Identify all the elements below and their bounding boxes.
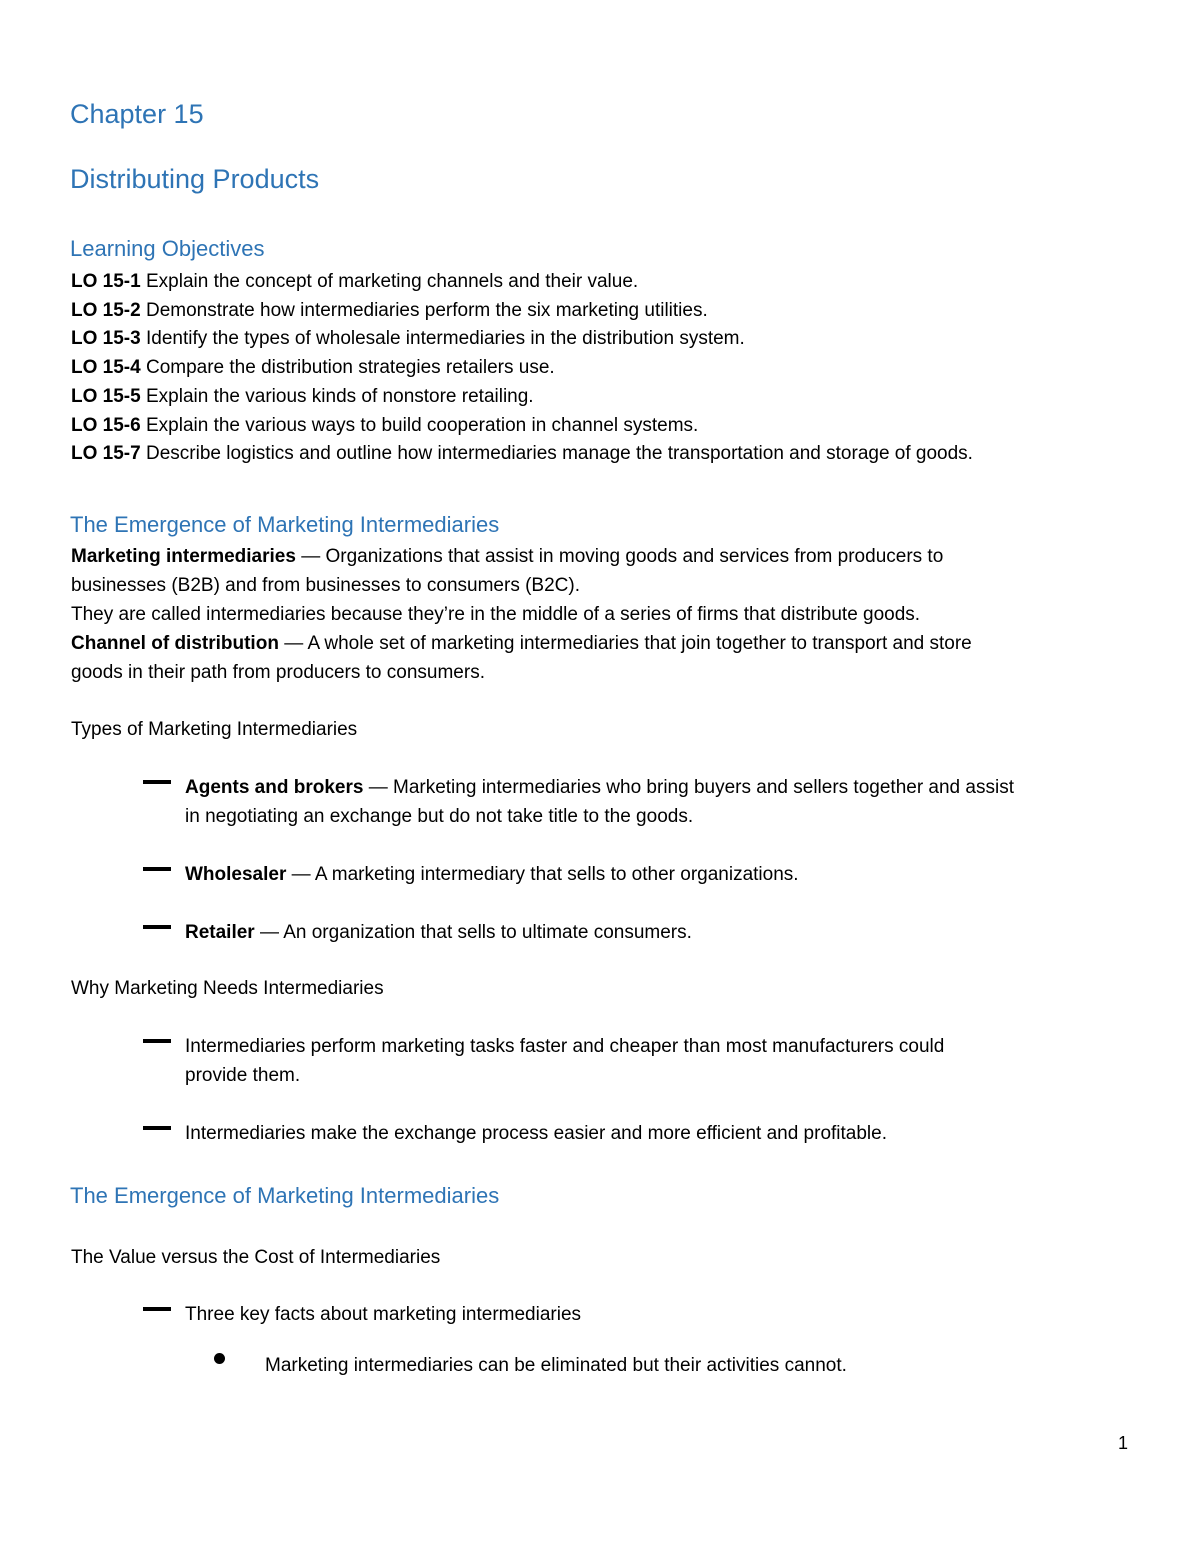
definition-continuation: goods in their path from producers to consumers.: [71, 662, 485, 683]
bullet-dot-icon: [214, 1353, 225, 1364]
dash-bullet-icon: [143, 1126, 171, 1130]
list-item: Intermediaries make the exchange process easier and more efficient and profitable.: [185, 1123, 887, 1144]
dash-bullet-icon: [143, 925, 171, 929]
dash-bullet-icon: [143, 1307, 171, 1311]
lo-text: Compare the distribution strategies retailers use.: [140, 357, 555, 379]
list-item-text: — An organization that sells to ultimate consumers.: [254, 922, 692, 943]
lo-text: Identify the types of wholesale intermediaries in the distribution system.: [140, 328, 745, 350]
chapter-title: Chapter 15: [70, 99, 204, 129]
why-heading: Why Marketing Needs Intermediaries: [71, 978, 384, 999]
lo-text: Explain the various ways to build cooperation in channel systems.: [140, 414, 699, 436]
section-heading-emergence: The Emergence of Marketing Intermediaries: [70, 512, 500, 537]
dash-bullet-icon: [143, 867, 171, 871]
lo-code: LO 15-2: [71, 299, 141, 321]
types-heading: Types of Marketing Intermediaries: [71, 719, 358, 740]
definition-text: — Organizations that assist in moving goods and services from producers to: [295, 546, 944, 567]
list-item-term: Wholesaler: [185, 864, 287, 885]
list-item-term: Retailer: [185, 922, 255, 943]
lo-item: [71, 412, 973, 441]
lo-code: LO 15-1: [71, 271, 141, 292]
lo-code: LO 15-5: [71, 385, 141, 407]
list-item-text: — Marketing intermediaries who bring buyers and sellers together and assist: [363, 777, 1014, 798]
lo-text: Explain the concept of marketing channels and their value.: [140, 271, 639, 292]
lo-item: [71, 325, 973, 354]
list-item-text: — A marketing intermediary that sells to other organizations.: [286, 864, 799, 885]
learning-objectives-list: [71, 268, 973, 469]
list-item-retailer: [185, 918, 692, 947]
dash-bullet-icon: [143, 780, 171, 784]
learning-objectives-heading: Learning Objectives: [70, 236, 265, 261]
lo-code: LO 15-3: [71, 328, 141, 350]
lo-item: [71, 383, 973, 412]
value-cost-heading: The Value versus the Cost of Intermediaries: [71, 1247, 441, 1268]
lo-code: LO 15-4: [71, 357, 141, 379]
list-item-term: Agents and brokers: [185, 777, 364, 798]
dash-bullet-icon: [143, 1039, 171, 1043]
definition-marketing-intermediaries: [71, 542, 943, 571]
paragraph-line: They are called intermediaries because they’re in the middle of a series of firms that distribute goods.: [71, 604, 921, 625]
lo-item: [71, 268, 973, 297]
list-item: Intermediaries perform marketing tasks faster and cheaper than most manufacturers could: [185, 1036, 945, 1057]
page-number: 1: [1118, 1433, 1129, 1453]
list-item-agents-brokers: [185, 773, 1014, 802]
lo-text: Demonstrate how intermediaries perform the six marketing utilities.: [140, 299, 708, 321]
list-item-continuation: in negotiating an exchange but do not take title to the goods.: [185, 806, 694, 827]
list-item-wholesaler: [185, 860, 799, 889]
definition-term: Channel of distribution: [71, 633, 279, 654]
definition-channel-of-distribution: [71, 629, 972, 658]
definition-continuation: businesses (B2B) and from businesses to consumers (B2C).: [71, 575, 580, 596]
lo-item: [71, 354, 973, 383]
sub-list-item: Marketing intermediaries can be eliminated but their activities cannot.: [265, 1355, 847, 1376]
section-heading-emergence-2: The Emergence of Marketing Intermediaries: [70, 1183, 500, 1208]
lo-item: [71, 297, 973, 326]
lo-code: LO 15-7: [71, 443, 141, 465]
lo-text: Describe logistics and outline how intermediaries manage the transportation and storage of goods.: [140, 443, 973, 465]
definition-text: — A whole set of marketing intermediaries that join together to transport and store: [278, 633, 972, 654]
lo-code: LO 15-6: [71, 414, 141, 436]
lo-text: Explain the various kinds of nonstore retailing.: [140, 385, 534, 407]
definition-term: Marketing intermediaries: [71, 546, 296, 567]
list-item: Three key facts about marketing intermediaries: [185, 1304, 582, 1325]
list-item-continuation: provide them.: [185, 1065, 301, 1086]
chapter-subtitle: Distributing Products: [70, 164, 320, 194]
lo-item: [71, 440, 973, 469]
